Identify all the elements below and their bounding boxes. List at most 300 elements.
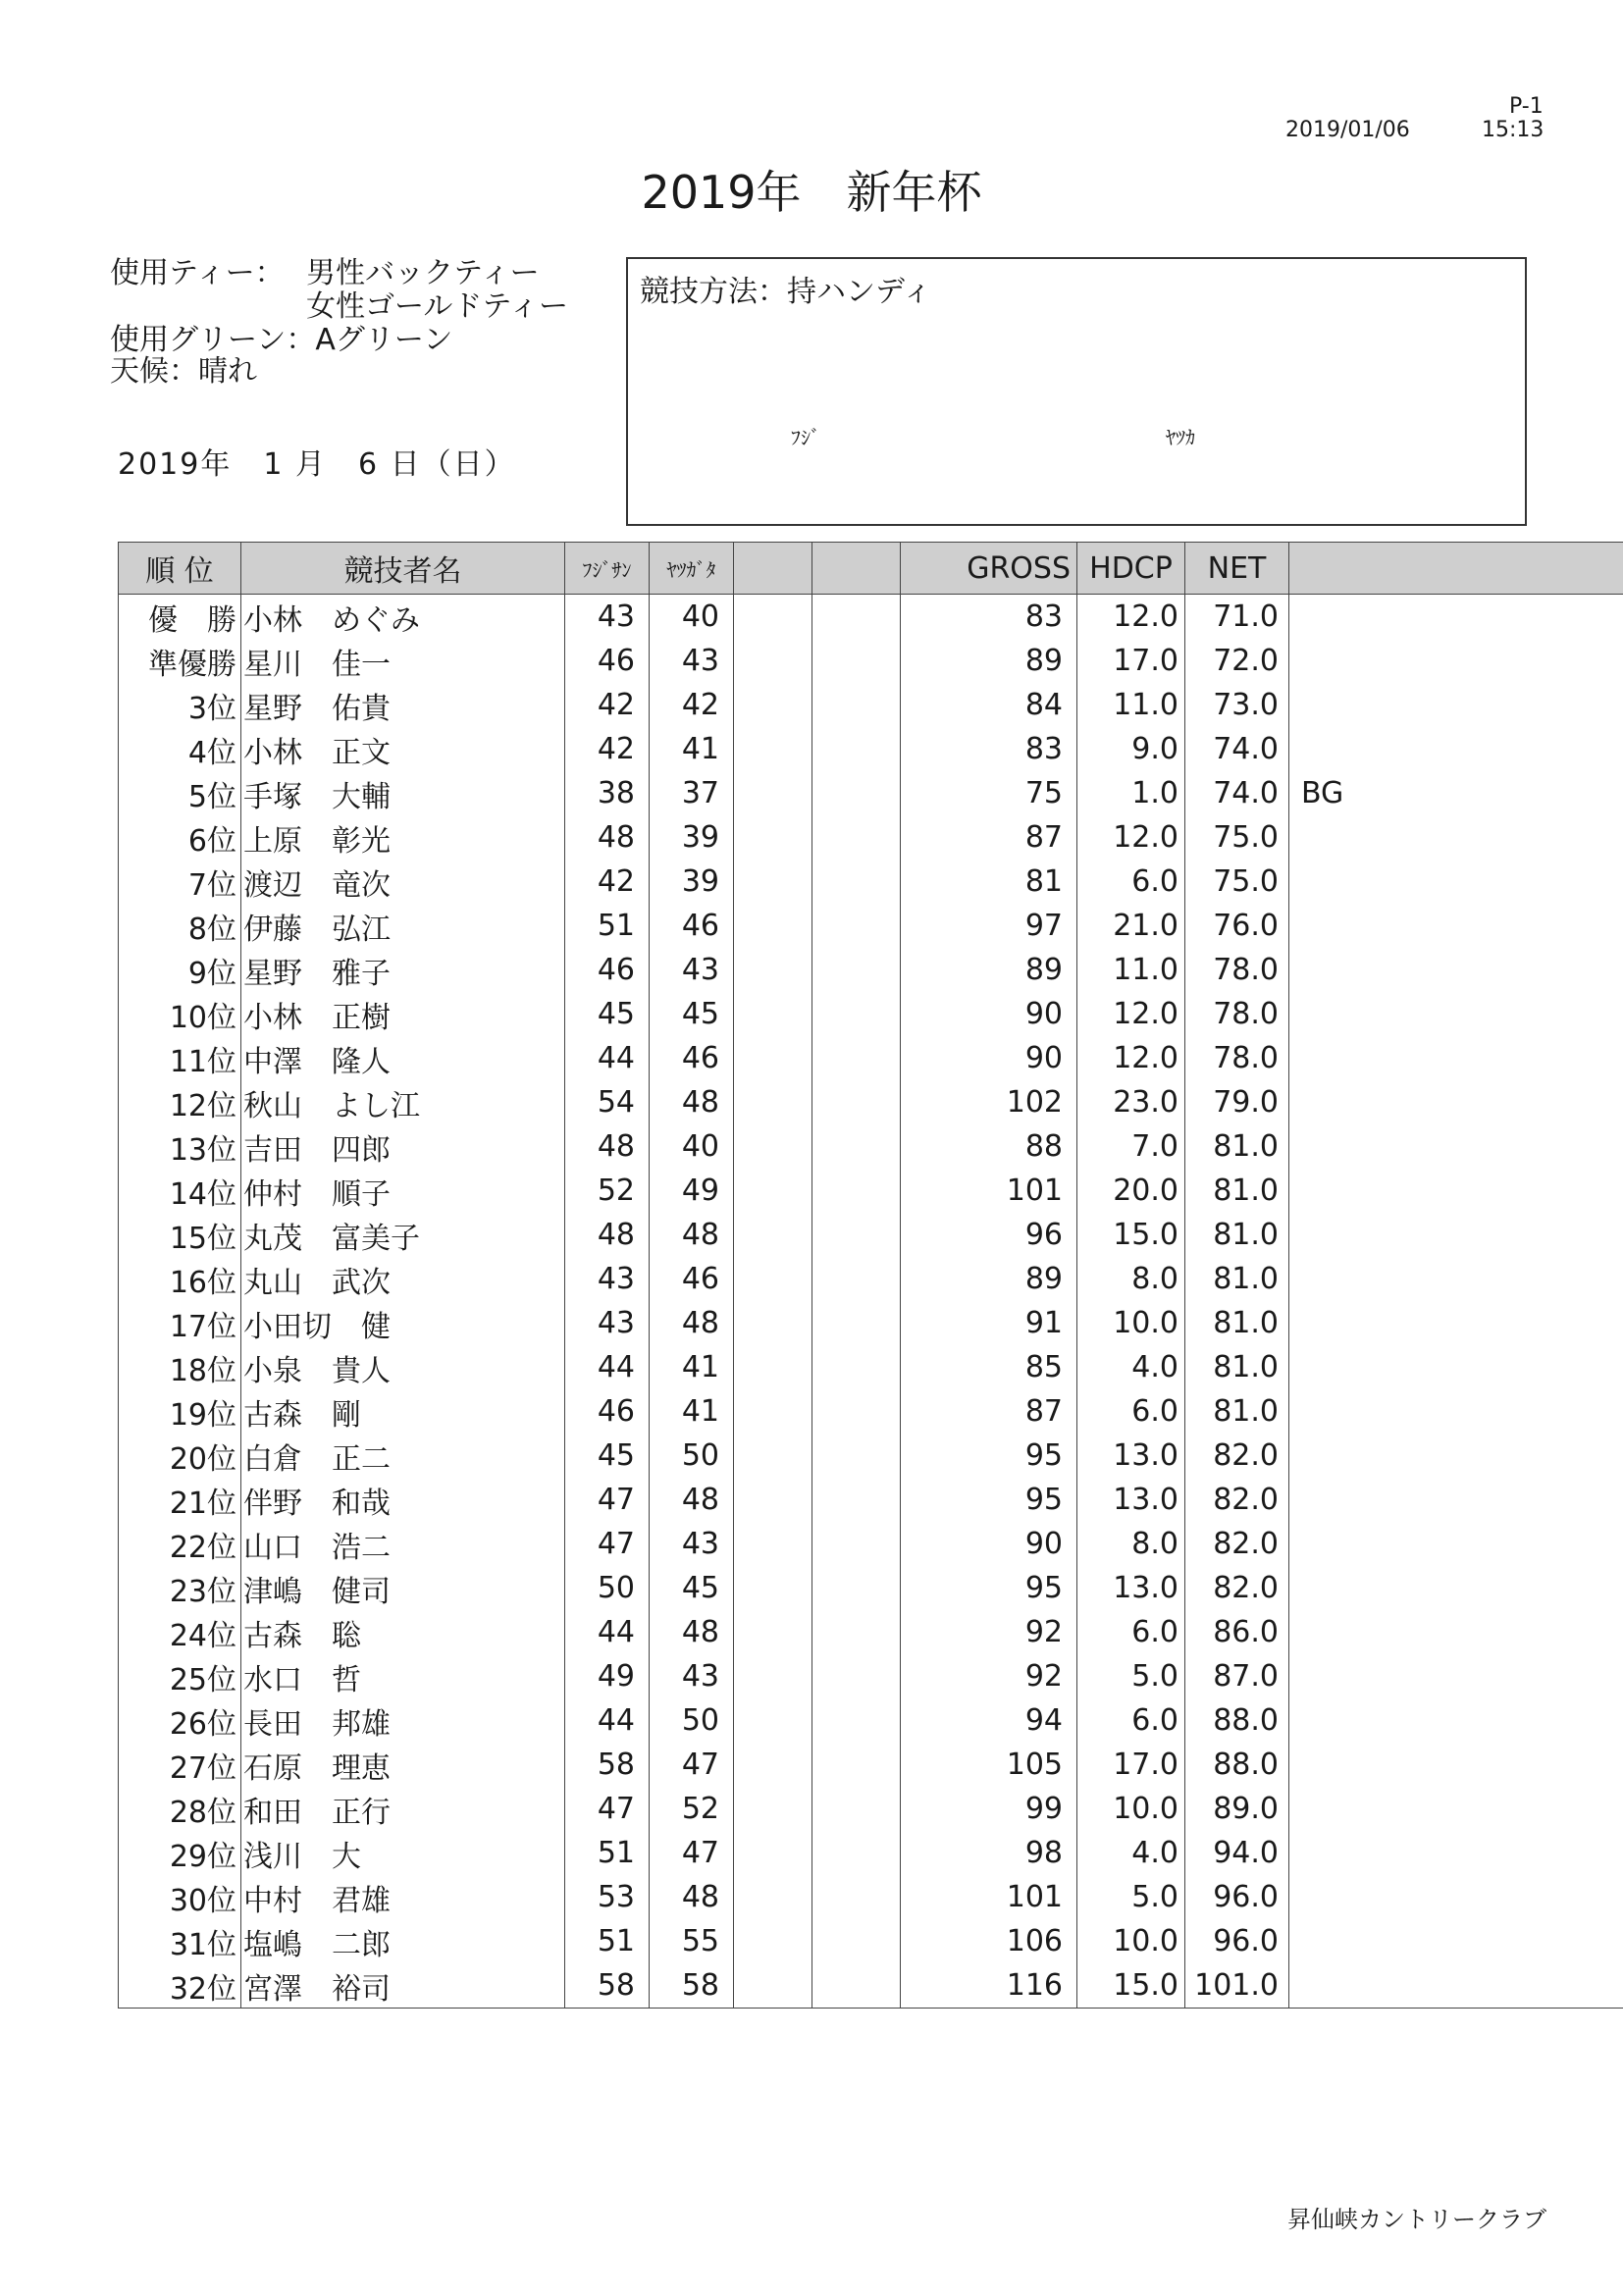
net-score: 78.0 bbox=[1185, 1036, 1289, 1080]
empty-cell bbox=[812, 1522, 901, 1566]
empty-cell bbox=[734, 1919, 812, 1963]
course1-score: 47 bbox=[565, 1787, 650, 1831]
empty-cell bbox=[812, 1875, 901, 1919]
course1-score: 45 bbox=[565, 1434, 650, 1478]
note-cell bbox=[1289, 1610, 1623, 1654]
rank-cell: 18位 bbox=[119, 1345, 241, 1389]
rank-cell: 25位 bbox=[119, 1654, 241, 1698]
gross-score: 96 bbox=[901, 1213, 1077, 1257]
course2-score: 45 bbox=[650, 1566, 734, 1610]
table-row bbox=[119, 1919, 1623, 1963]
gross-score: 89 bbox=[901, 948, 1077, 992]
note-cell bbox=[1289, 948, 1623, 992]
table-row bbox=[119, 1301, 1623, 1345]
empty-cell bbox=[812, 1434, 901, 1478]
name-cell: 浅川 大 bbox=[241, 1831, 565, 1875]
empty-cell bbox=[812, 1698, 901, 1743]
header-gross: GROSS bbox=[901, 543, 1077, 595]
note-cell bbox=[1289, 727, 1623, 771]
course2-score: 39 bbox=[650, 815, 734, 860]
gross-score: 90 bbox=[901, 1522, 1077, 1566]
rank-cell: 26位 bbox=[119, 1698, 241, 1743]
rank-cell: 17位 bbox=[119, 1301, 241, 1345]
note-cell bbox=[1289, 992, 1623, 1036]
gross-score: 94 bbox=[901, 1698, 1077, 1743]
rank-cell: 22位 bbox=[119, 1522, 241, 1566]
course2-score: 43 bbox=[650, 1654, 734, 1698]
hdcp-value: 10.0 bbox=[1077, 1301, 1185, 1345]
table-row bbox=[119, 595, 1623, 640]
course2-score: 43 bbox=[650, 639, 734, 683]
gross-score: 102 bbox=[901, 1080, 1077, 1124]
gross-score: 95 bbox=[901, 1478, 1077, 1522]
empty-cell bbox=[734, 904, 812, 948]
header-empty bbox=[734, 543, 812, 595]
course2-score: 43 bbox=[650, 948, 734, 992]
name-cell: 伴野 和哉 bbox=[241, 1478, 565, 1522]
net-score: 94.0 bbox=[1185, 1831, 1289, 1875]
empty-cell bbox=[734, 1434, 812, 1478]
header-name: 競技者名 bbox=[241, 543, 565, 595]
net-score: 82.0 bbox=[1185, 1478, 1289, 1522]
course1-score: 42 bbox=[565, 683, 650, 727]
course2-score: 48 bbox=[650, 1875, 734, 1919]
gross-score: 83 bbox=[901, 595, 1077, 640]
rank-cell: 10位 bbox=[119, 992, 241, 1036]
note-cell bbox=[1289, 1654, 1623, 1698]
course1-score: 51 bbox=[565, 1831, 650, 1875]
hdcp-value: 6.0 bbox=[1077, 1610, 1185, 1654]
hdcp-value: 12.0 bbox=[1077, 595, 1185, 640]
note-cell bbox=[1289, 1434, 1623, 1478]
table-row bbox=[119, 771, 1623, 815]
hdcp-value: 17.0 bbox=[1077, 1743, 1185, 1787]
net-score: 101.0 bbox=[1185, 1963, 1289, 2009]
course2-score: 50 bbox=[650, 1434, 734, 1478]
note-cell bbox=[1289, 1301, 1623, 1345]
gross-score: 106 bbox=[901, 1919, 1077, 1963]
table-row bbox=[119, 1169, 1623, 1213]
hdcp-value: 6.0 bbox=[1077, 1389, 1185, 1434]
table-row bbox=[119, 727, 1623, 771]
gross-score: 89 bbox=[901, 1257, 1077, 1301]
empty-cell bbox=[734, 1831, 812, 1875]
empty-cell bbox=[734, 992, 812, 1036]
rank-cell: 7位 bbox=[119, 860, 241, 904]
course-label-fuji: ﾌｼﾞ bbox=[791, 426, 820, 449]
hdcp-value: 11.0 bbox=[1077, 948, 1185, 992]
table-row bbox=[119, 1213, 1623, 1257]
name-cell: 小泉 貴人 bbox=[241, 1345, 565, 1389]
header-empty bbox=[812, 543, 901, 595]
course2-score: 37 bbox=[650, 771, 734, 815]
hdcp-value: 15.0 bbox=[1077, 1213, 1185, 1257]
empty-cell bbox=[734, 1213, 812, 1257]
net-score: 78.0 bbox=[1185, 948, 1289, 992]
net-score: 78.0 bbox=[1185, 992, 1289, 1036]
empty-cell bbox=[812, 1036, 901, 1080]
note-cell bbox=[1289, 1787, 1623, 1831]
name-cell: 丸山 武次 bbox=[241, 1257, 565, 1301]
rank-cell: 32位 bbox=[119, 1963, 241, 2009]
gross-score: 90 bbox=[901, 1036, 1077, 1080]
empty-cell bbox=[734, 1345, 812, 1389]
net-score: 81.0 bbox=[1185, 1345, 1289, 1389]
empty-cell bbox=[734, 1963, 812, 2009]
rank-cell: 24位 bbox=[119, 1610, 241, 1654]
gross-score: 95 bbox=[901, 1566, 1077, 1610]
table-header-row bbox=[119, 543, 1623, 595]
hdcp-value: 20.0 bbox=[1077, 1169, 1185, 1213]
empty-cell bbox=[812, 904, 901, 948]
page-number: P-1 bbox=[1509, 94, 1544, 119]
rank-cell: 16位 bbox=[119, 1257, 241, 1301]
rank-cell: 20位 bbox=[119, 1434, 241, 1478]
net-score: 88.0 bbox=[1185, 1698, 1289, 1743]
empty-cell bbox=[734, 683, 812, 727]
name-cell: 長田 邦雄 bbox=[241, 1698, 565, 1743]
course1-score: 51 bbox=[565, 1919, 650, 1963]
hdcp-value: 6.0 bbox=[1077, 1698, 1185, 1743]
net-score: 89.0 bbox=[1185, 1787, 1289, 1831]
empty-cell bbox=[812, 1566, 901, 1610]
note-cell bbox=[1289, 1963, 1623, 2009]
rank-cell: 12位 bbox=[119, 1080, 241, 1124]
rank-cell: 23位 bbox=[119, 1566, 241, 1610]
rank-cell: 11位 bbox=[119, 1036, 241, 1080]
gross-score: 95 bbox=[901, 1434, 1077, 1478]
table-row bbox=[119, 815, 1623, 860]
green-info: 使用グリーン：Aグリーン bbox=[110, 323, 453, 357]
course2-score: 46 bbox=[650, 904, 734, 948]
course1-score: 44 bbox=[565, 1698, 650, 1743]
name-cell: 上原 彰光 bbox=[241, 815, 565, 860]
course1-score: 47 bbox=[565, 1522, 650, 1566]
hdcp-value: 7.0 bbox=[1077, 1124, 1185, 1169]
course1-score: 52 bbox=[565, 1169, 650, 1213]
net-score: 81.0 bbox=[1185, 1301, 1289, 1345]
rank-cell: 6位 bbox=[119, 815, 241, 860]
name-cell: 星野 雅子 bbox=[241, 948, 565, 992]
empty-cell bbox=[812, 948, 901, 992]
hdcp-value: 13.0 bbox=[1077, 1478, 1185, 1522]
net-score: 81.0 bbox=[1185, 1124, 1289, 1169]
name-cell: 小田切 健 bbox=[241, 1301, 565, 1345]
gross-score: 99 bbox=[901, 1787, 1077, 1831]
course2-score: 46 bbox=[650, 1257, 734, 1301]
rank-cell: 29位 bbox=[119, 1831, 241, 1875]
header-note bbox=[1289, 543, 1623, 595]
empty-cell bbox=[734, 1787, 812, 1831]
note-cell bbox=[1289, 1124, 1623, 1169]
empty-cell bbox=[812, 639, 901, 683]
name-cell: 石原 理恵 bbox=[241, 1743, 565, 1787]
table-row bbox=[119, 904, 1623, 948]
gross-score: 81 bbox=[901, 860, 1077, 904]
name-cell: 古森 聡 bbox=[241, 1610, 565, 1654]
table-row bbox=[119, 1478, 1623, 1522]
empty-cell bbox=[812, 1213, 901, 1257]
course1-score: 50 bbox=[565, 1566, 650, 1610]
rank-cell: 21位 bbox=[119, 1478, 241, 1522]
course2-score: 45 bbox=[650, 992, 734, 1036]
table-row bbox=[119, 1610, 1623, 1654]
header-rank: 順 位 bbox=[119, 543, 241, 595]
course1-score: 58 bbox=[565, 1743, 650, 1787]
gross-score: 90 bbox=[901, 992, 1077, 1036]
net-score: 81.0 bbox=[1185, 1257, 1289, 1301]
name-cell: 塩嶋 二郎 bbox=[241, 1919, 565, 1963]
empty-cell bbox=[812, 1478, 901, 1522]
table-row bbox=[119, 860, 1623, 904]
net-score: 82.0 bbox=[1185, 1522, 1289, 1566]
rank-cell: 4位 bbox=[119, 727, 241, 771]
course2-score: 46 bbox=[650, 1036, 734, 1080]
name-cell: 白倉 正二 bbox=[241, 1434, 565, 1478]
hdcp-value: 17.0 bbox=[1077, 639, 1185, 683]
hdcp-value: 15.0 bbox=[1077, 1963, 1185, 2009]
hdcp-value: 13.0 bbox=[1077, 1434, 1185, 1478]
gross-score: 87 bbox=[901, 1389, 1077, 1434]
note-cell bbox=[1289, 1698, 1623, 1743]
empty-cell bbox=[812, 1257, 901, 1301]
table-row bbox=[119, 683, 1623, 727]
empty-cell bbox=[734, 639, 812, 683]
course2-score: 41 bbox=[650, 1345, 734, 1389]
empty-cell bbox=[734, 1610, 812, 1654]
course2-score: 55 bbox=[650, 1919, 734, 1963]
hdcp-value: 5.0 bbox=[1077, 1654, 1185, 1698]
empty-cell bbox=[812, 1345, 901, 1389]
rank-cell: 14位 bbox=[119, 1169, 241, 1213]
net-score: 81.0 bbox=[1185, 1389, 1289, 1434]
hdcp-value: 12.0 bbox=[1077, 1036, 1185, 1080]
note-cell bbox=[1289, 860, 1623, 904]
note-cell bbox=[1289, 1080, 1623, 1124]
empty-cell bbox=[812, 1743, 901, 1787]
note-cell bbox=[1289, 1831, 1623, 1875]
competition-method-box bbox=[626, 257, 1527, 526]
table-row bbox=[119, 948, 1623, 992]
course1-score: 53 bbox=[565, 1875, 650, 1919]
course1-score: 47 bbox=[565, 1478, 650, 1522]
course1-score: 58 bbox=[565, 1963, 650, 2009]
name-cell: 水口 哲 bbox=[241, 1654, 565, 1698]
empty-cell bbox=[734, 1257, 812, 1301]
empty-cell bbox=[734, 1080, 812, 1124]
hdcp-value: 23.0 bbox=[1077, 1080, 1185, 1124]
table-row bbox=[119, 1080, 1623, 1124]
empty-cell bbox=[734, 1301, 812, 1345]
course1-score: 43 bbox=[565, 595, 650, 640]
header-course1: ﾌｼﾞｻﾝ bbox=[565, 543, 650, 595]
name-cell: 秋山 よし江 bbox=[241, 1080, 565, 1124]
note-cell: BG bbox=[1289, 771, 1623, 815]
header-course2: ﾔﾂｶﾞﾀ bbox=[650, 543, 734, 595]
empty-cell bbox=[734, 595, 812, 640]
net-score: 79.0 bbox=[1185, 1080, 1289, 1124]
empty-cell bbox=[734, 815, 812, 860]
note-cell bbox=[1289, 1566, 1623, 1610]
course1-score: 48 bbox=[565, 1213, 650, 1257]
gross-score: 101 bbox=[901, 1875, 1077, 1919]
note-cell bbox=[1289, 1522, 1623, 1566]
gross-score: 116 bbox=[901, 1963, 1077, 2009]
note-cell bbox=[1289, 1919, 1623, 1963]
net-score: 96.0 bbox=[1185, 1875, 1289, 1919]
rank-cell: 準優勝 bbox=[119, 639, 241, 683]
empty-cell bbox=[812, 1610, 901, 1654]
course1-score: 44 bbox=[565, 1610, 650, 1654]
table-row bbox=[119, 1036, 1623, 1080]
table-row bbox=[119, 1698, 1623, 1743]
course1-score: 46 bbox=[565, 948, 650, 992]
hdcp-value: 11.0 bbox=[1077, 683, 1185, 727]
course2-score: 40 bbox=[650, 1124, 734, 1169]
course2-score: 47 bbox=[650, 1743, 734, 1787]
hdcp-value: 4.0 bbox=[1077, 1345, 1185, 1389]
empty-cell bbox=[812, 1301, 901, 1345]
gross-score: 92 bbox=[901, 1654, 1077, 1698]
hdcp-value: 13.0 bbox=[1077, 1566, 1185, 1610]
name-cell: 星野 佑貴 bbox=[241, 683, 565, 727]
empty-cell bbox=[812, 992, 901, 1036]
course-label-yatsuka: ﾔﾂｶ bbox=[1166, 426, 1195, 449]
empty-cell bbox=[734, 1389, 812, 1434]
course2-score: 50 bbox=[650, 1698, 734, 1743]
name-cell: 仲村 順子 bbox=[241, 1169, 565, 1213]
net-score: 81.0 bbox=[1185, 1169, 1289, 1213]
rank-cell: 8位 bbox=[119, 904, 241, 948]
rank-cell: 5位 bbox=[119, 771, 241, 815]
page-title: 2019年 新年杯 bbox=[641, 166, 982, 219]
hdcp-value: 5.0 bbox=[1077, 1875, 1185, 1919]
empty-cell bbox=[734, 860, 812, 904]
net-score: 76.0 bbox=[1185, 904, 1289, 948]
gross-score: 98 bbox=[901, 1831, 1077, 1875]
header-net: NET bbox=[1185, 543, 1289, 595]
name-cell: 山口 浩二 bbox=[241, 1522, 565, 1566]
note-cell bbox=[1289, 1257, 1623, 1301]
empty-cell bbox=[812, 1124, 901, 1169]
rank-cell: 19位 bbox=[119, 1389, 241, 1434]
empty-cell bbox=[812, 1919, 901, 1963]
hdcp-value: 12.0 bbox=[1077, 992, 1185, 1036]
course2-score: 47 bbox=[650, 1831, 734, 1875]
name-cell: 星川 佳一 bbox=[241, 639, 565, 683]
empty-cell bbox=[734, 1124, 812, 1169]
rank-cell: 9位 bbox=[119, 948, 241, 992]
table-row bbox=[119, 1257, 1623, 1301]
net-score: 82.0 bbox=[1185, 1566, 1289, 1610]
gross-score: 84 bbox=[901, 683, 1077, 727]
net-score: 81.0 bbox=[1185, 1213, 1289, 1257]
net-score: 87.0 bbox=[1185, 1654, 1289, 1698]
empty-cell bbox=[734, 1478, 812, 1522]
empty-cell bbox=[812, 1654, 901, 1698]
table-row bbox=[119, 992, 1623, 1036]
net-score: 88.0 bbox=[1185, 1743, 1289, 1787]
weather-info: 天候：晴れ bbox=[110, 354, 257, 389]
course2-score: 48 bbox=[650, 1301, 734, 1345]
note-cell bbox=[1289, 639, 1623, 683]
course2-score: 49 bbox=[650, 1169, 734, 1213]
empty-cell bbox=[812, 1169, 901, 1213]
course2-score: 43 bbox=[650, 1522, 734, 1566]
gross-score: 88 bbox=[901, 1124, 1077, 1169]
net-score: 71.0 bbox=[1185, 595, 1289, 640]
empty-cell bbox=[812, 1787, 901, 1831]
gross-score: 85 bbox=[901, 1345, 1077, 1389]
course1-score: 48 bbox=[565, 1124, 650, 1169]
gross-score: 75 bbox=[901, 771, 1077, 815]
hdcp-value: 12.0 bbox=[1077, 815, 1185, 860]
empty-cell bbox=[812, 727, 901, 771]
course1-score: 49 bbox=[565, 1654, 650, 1698]
hdcp-value: 4.0 bbox=[1077, 1831, 1185, 1875]
hdcp-value: 8.0 bbox=[1077, 1522, 1185, 1566]
rank-cell: 28位 bbox=[119, 1787, 241, 1831]
competition-method: 競技方法：持ハンディ bbox=[640, 275, 932, 309]
course2-score: 52 bbox=[650, 1787, 734, 1831]
table-row bbox=[119, 1831, 1623, 1875]
tee-label: 使用ティー： bbox=[110, 256, 285, 290]
results-table bbox=[118, 542, 1623, 2009]
rank-cell: 13位 bbox=[119, 1124, 241, 1169]
note-cell bbox=[1289, 1169, 1623, 1213]
name-cell: 小林 正樹 bbox=[241, 992, 565, 1036]
empty-cell bbox=[734, 1522, 812, 1566]
empty-cell bbox=[812, 595, 901, 640]
course1-score: 43 bbox=[565, 1257, 650, 1301]
gross-score: 105 bbox=[901, 1743, 1077, 1787]
tee-female: 女性ゴールドティー bbox=[306, 289, 568, 324]
event-date: 2019年 1 月 6 日（日） bbox=[118, 447, 516, 482]
note-cell bbox=[1289, 1345, 1623, 1389]
table-row bbox=[119, 1434, 1623, 1478]
course1-score: 54 bbox=[565, 1080, 650, 1124]
net-score: 75.0 bbox=[1185, 815, 1289, 860]
note-cell bbox=[1289, 1389, 1623, 1434]
print-time: 15:13 bbox=[1482, 118, 1544, 142]
rank-cell: 27位 bbox=[119, 1743, 241, 1787]
course2-score: 41 bbox=[650, 727, 734, 771]
hdcp-value: 10.0 bbox=[1077, 1919, 1185, 1963]
note-cell bbox=[1289, 815, 1623, 860]
empty-cell bbox=[812, 1080, 901, 1124]
club-name: 昇仙峡カントリークラブ bbox=[1287, 2206, 1546, 2233]
gross-score: 92 bbox=[901, 1610, 1077, 1654]
note-cell bbox=[1289, 1213, 1623, 1257]
table-row bbox=[119, 1963, 1623, 2009]
table-row bbox=[119, 1124, 1623, 1169]
empty-cell bbox=[812, 1831, 901, 1875]
empty-cell bbox=[734, 727, 812, 771]
name-cell: 伊藤 弘江 bbox=[241, 904, 565, 948]
hdcp-value: 6.0 bbox=[1077, 860, 1185, 904]
table-row bbox=[119, 1875, 1623, 1919]
net-score: 72.0 bbox=[1185, 639, 1289, 683]
name-cell: 古森 剛 bbox=[241, 1389, 565, 1434]
gross-score: 83 bbox=[901, 727, 1077, 771]
course2-score: 48 bbox=[650, 1080, 734, 1124]
table-row bbox=[119, 639, 1623, 683]
empty-cell bbox=[734, 771, 812, 815]
gross-score: 87 bbox=[901, 815, 1077, 860]
hdcp-value: 1.0 bbox=[1077, 771, 1185, 815]
empty-cell bbox=[734, 1875, 812, 1919]
course2-score: 58 bbox=[650, 1963, 734, 2009]
